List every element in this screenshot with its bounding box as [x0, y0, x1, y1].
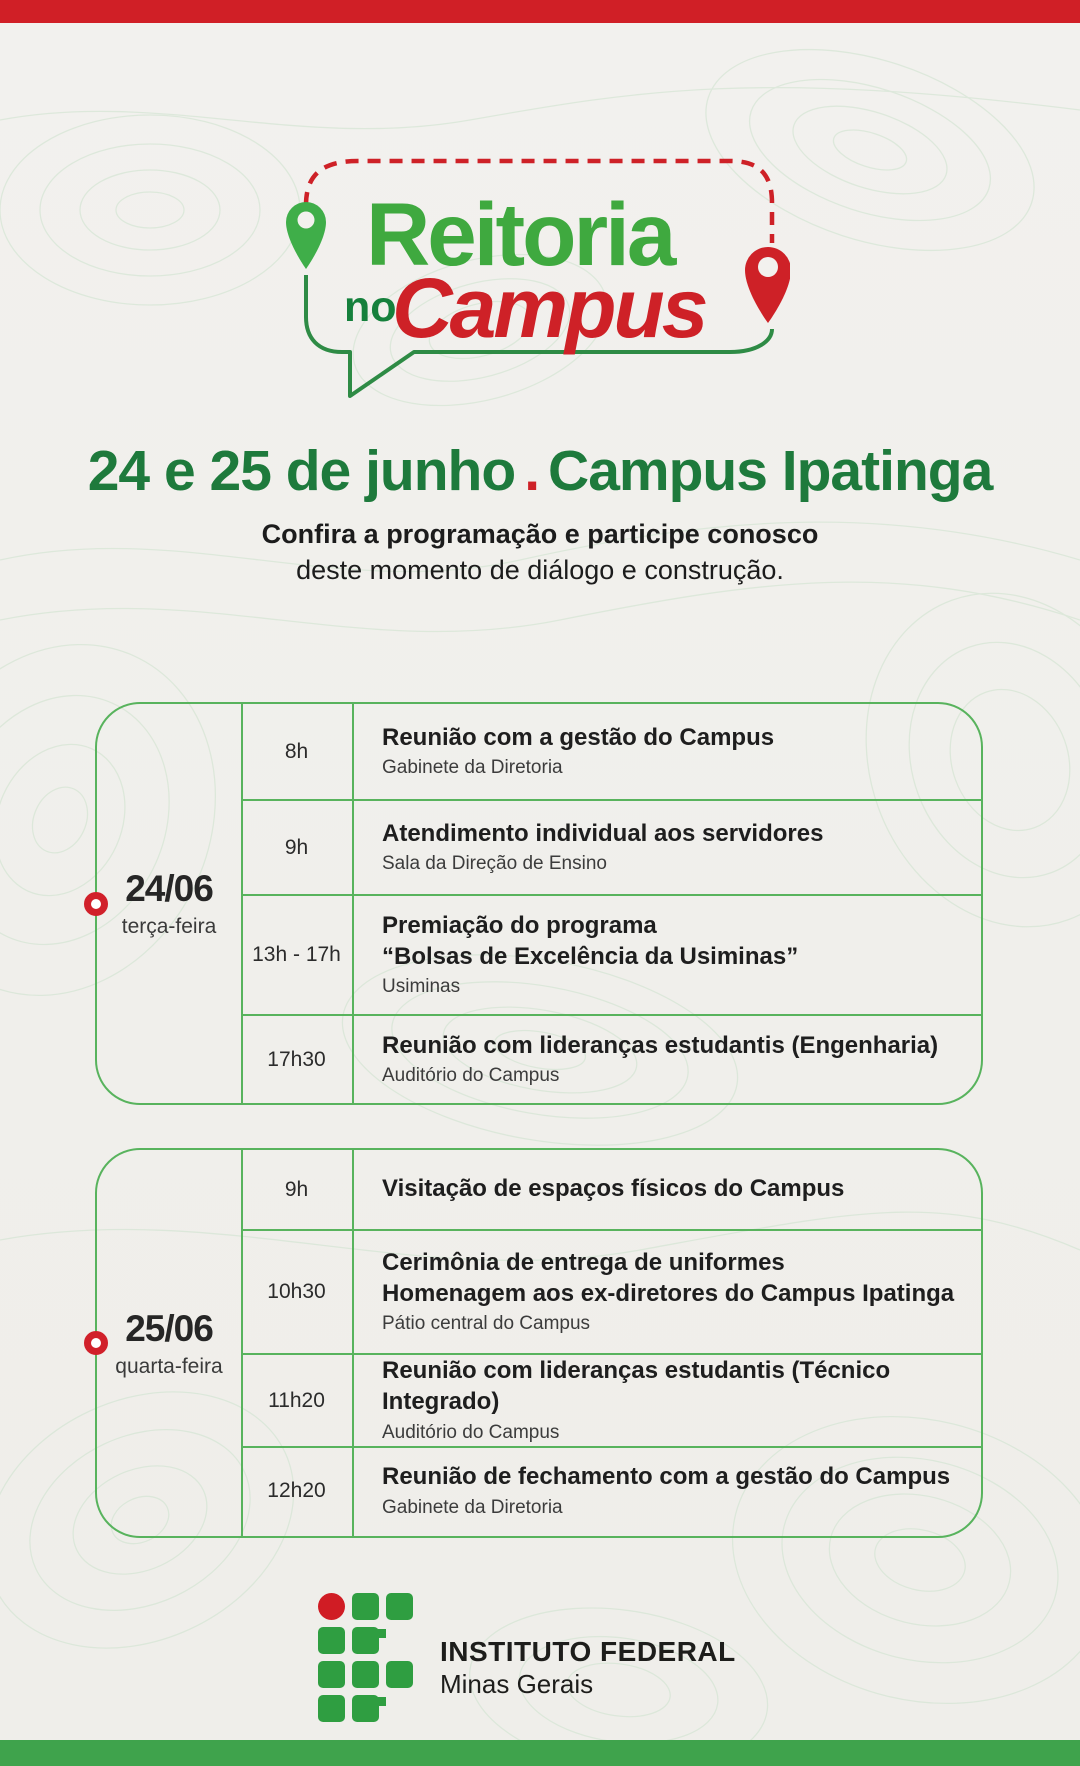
subtitle-line2: deste momento de diálogo e construção. [296, 554, 784, 585]
top-red-bar [0, 0, 1080, 23]
logo-word-reitoria: Reitoria [366, 184, 674, 284]
schedule-table-day2 [95, 1148, 983, 1538]
event-location: Gabinete da Diretoria [382, 1496, 563, 1518]
event-cell [352, 1016, 981, 1103]
event-cell [352, 801, 981, 894]
event-name-line2: Homenagem aos ex-diretores do Campus Ipatinga [382, 1279, 955, 1307]
event-location: Auditório do Campus [382, 1065, 560, 1087]
event-name: Visitação de espaços físicos do Campus [382, 1175, 845, 1203]
event-title [0, 438, 1080, 504]
date-cell-day1 [97, 704, 241, 1103]
instituto-federal-wordmark [440, 1637, 736, 1700]
event-dates: 24 e 25 de junho [87, 439, 516, 503]
time-cell: 13h - 17h [252, 943, 341, 966]
red-map-pin-icon [745, 247, 790, 323]
red-ring-marker [84, 1331, 108, 1355]
event-name: Premiação do programa [382, 911, 657, 939]
subtitle [0, 517, 1080, 588]
instituto-federal-logo-icon [318, 1593, 414, 1723]
event-location: Pátio central do Campus [382, 1313, 591, 1335]
schedule-table-day1 [95, 702, 983, 1105]
red-ring-marker [84, 892, 108, 916]
event-location: Sala da Direção de Ensino [382, 853, 607, 875]
time-cell: 8h [284, 739, 309, 763]
time-cell: 17h30 [267, 1047, 326, 1071]
weekday-label: terça-feira [121, 915, 217, 938]
weekday-label: quarta-feira [115, 1354, 223, 1378]
event-cell [352, 1231, 981, 1353]
event-location: Auditório do Campus [382, 1421, 560, 1443]
bottom-green-bar [0, 1740, 1080, 1766]
time-cell: 9h [284, 1177, 309, 1201]
green-map-pin-icon [286, 202, 326, 269]
event-name: Atendimento individual aos servidores [382, 819, 824, 847]
event-name: Reunião com a gestão do Campus [382, 723, 775, 751]
subtitle-line1: Confira a programação e participe conosco [261, 519, 819, 549]
time-cell: 12h20 [267, 1479, 326, 1502]
if-logo-red-dot [318, 1593, 345, 1620]
date-label: 24/06 [125, 868, 213, 909]
event-name-line2: “Bolsas de Excelência da Usiminas” [382, 942, 799, 970]
event-cell [352, 1355, 981, 1446]
time-cell: 11h20 [268, 1388, 325, 1412]
institution-name: INSTITUTO FEDERAL [440, 1636, 736, 1667]
institution-unit: Minas Gerais [440, 1668, 594, 1699]
event-name: Reunião com lideranças estudantis (Engenharia) [382, 1031, 939, 1059]
time-cell: 9h [284, 835, 309, 859]
event-location: Gabinete da Diretoria [382, 757, 563, 779]
event-name: Reunião com lideranças estudantis (Técnico Integrado) [382, 1357, 891, 1416]
title-dot-separator: . [524, 439, 540, 503]
event-name: Reunião de fechamento com a gestão do Campus [382, 1463, 951, 1491]
event-cell [352, 1150, 981, 1229]
event-cell [352, 704, 981, 799]
event-cell [352, 896, 981, 1014]
date-label: 25/06 [125, 1307, 213, 1349]
logo-word-no: no [344, 283, 397, 331]
event-name: Cerimônia de entrega de uniformes [382, 1248, 785, 1276]
time-cell: 10h30 [267, 1280, 326, 1303]
event-location: Usiminas [382, 976, 461, 998]
event-campus: Campus Ipatinga [548, 439, 993, 503]
event-cell [352, 1448, 981, 1534]
date-cell-day2 [97, 1150, 241, 1536]
logo-word-campus: Campus [392, 261, 706, 355]
